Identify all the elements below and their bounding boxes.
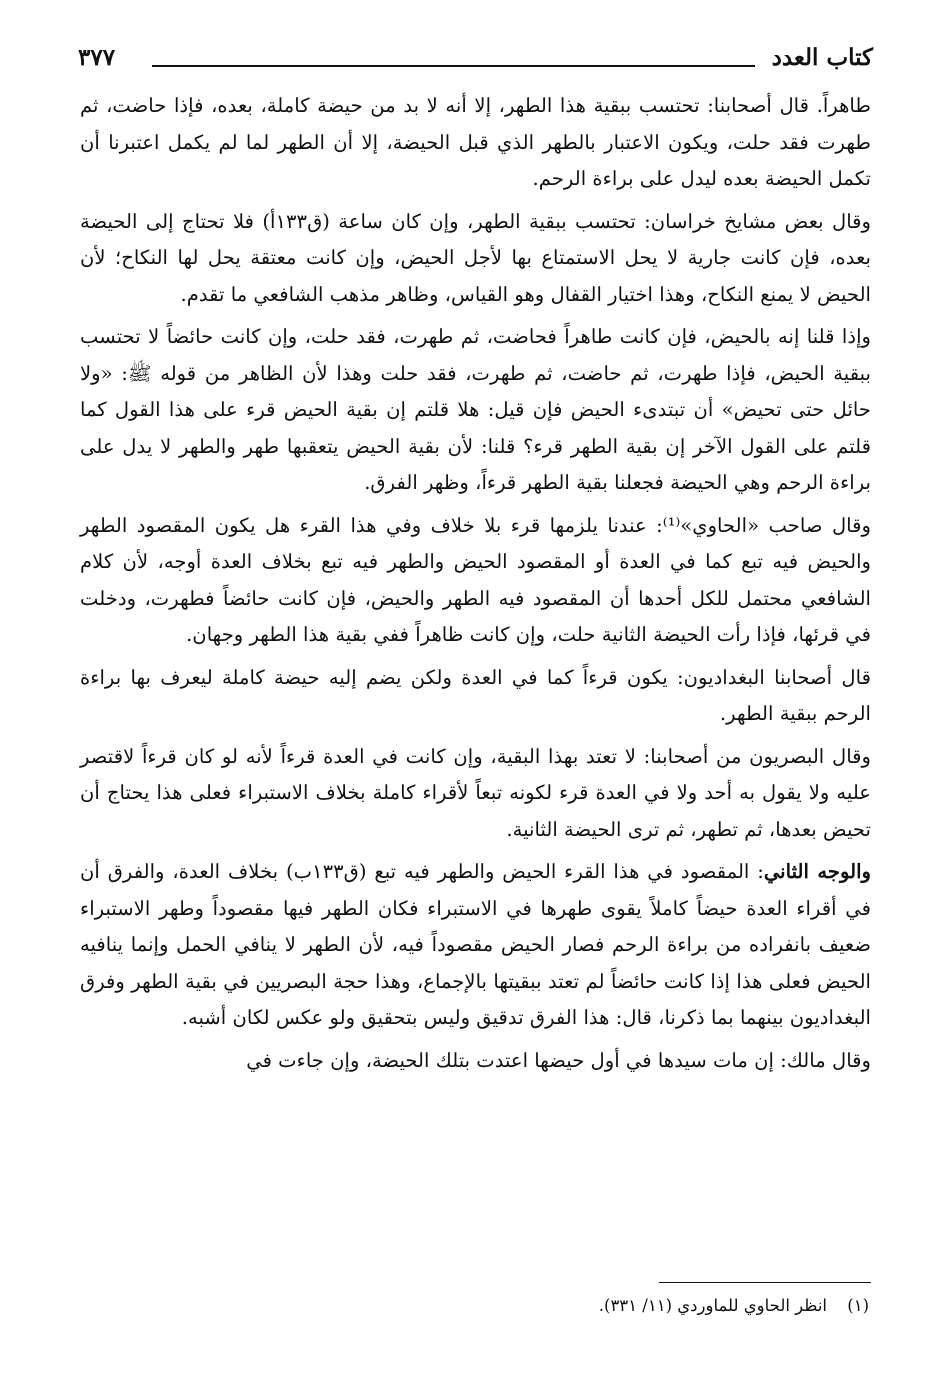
- paragraph-text: قال أصحابنا البغداديون: يكون قرءاً كما في العدة ولكن يضم إليه حيضة كاملة ليعرف بها براءة الرحم ببقية الطهر.: [80, 665, 871, 725]
- book-title: كتاب العدد: [771, 44, 873, 71]
- paragraph: [80, 660, 871, 733]
- paragraph: [80, 204, 871, 314]
- paragraph: [80, 739, 871, 849]
- paragraph-lead-bold: والوجه الثاني: [763, 860, 872, 883]
- paragraph-text: طاهراً. قال أصحابنا: تحتسب ببقية هذا الطهر، إلا أنه لا بد من حيضة كاملة، بعده، فإذا حاضت، ثم طهرت فقد حلت، ويكون الاعتبار بالطهر الذي قبل الحيضة، إلا أن الطهر لما لم يكمل اعتبرنا أن تكمل الحيضة بعده ليدل على براءة الرحم.: [80, 94, 871, 190]
- page-header: [78, 40, 873, 80]
- paragraph: [80, 854, 871, 1037]
- footnote-rule: [659, 1282, 871, 1283]
- footnote: [300, 1294, 869, 1318]
- header-rule: [152, 65, 755, 67]
- paragraph-text: وإذا قلنا إنه بالحيض، فإن كانت طاهراً فحاضت، ثم طهرت، فقد حلت، وإن كانت حائضاً لا تحتسب ببقية الحيض، فإذا طهرت، ثم حاضت، ثم طهرت، فقد حلت وهذا لأن الظاهر من قوله ﷺ: «ولا حائل حتى تحيض» أن تبتدىء الحيض فإن قيل: هلا قلتم إن بقية الحيض قرء على هذا القول كما قلتم على القول الآخر إن بقية الطهر قرء؟ قلنا: لأن بقية الحيض يتعقبها طهر والطهر لا يدل على براءة الرحم وهي الحيضة فجعلنا بقية الطهر قرءاً، وظهر الفرق.: [80, 325, 871, 494]
- body-text: [80, 88, 871, 1085]
- paragraph-text: وقال مالك: إن مات سيدها في أول حيضها اعتدت بتلك الحيضة، وإن جاءت في: [246, 1048, 871, 1072]
- paragraph: [80, 1043, 871, 1080]
- paragraph: [80, 508, 871, 654]
- paragraph-text: وقال البصريون من أصحابنا: لا تعتد بهذا البقية، وإن كانت في العدة قرءاً لأنه لو كان قرءاً لاقتصر عليه ولا يقول به أحد ولا في العدة قرء لكونه تبعاً لأقراء كاملة بخلاف الاستبراء فعلى هذا يحتاج أن تحيض بعدها، ثم تطهر، ثم ترى الحيضة الثانية.: [80, 744, 871, 841]
- paragraph-text: وقال بعض مشايخ خراسان: تحتسب ببقية الطهر، وإن كان ساعة (ق١٣٣أ) فلا تحتاج إلى الحيضة بعده، فإن كانت جارية لا يحل الاستمتاع بها لأجل الحيض، وإن كانت معتقة يحل لها النكاح؛ لأن الحيض لا يمنع النكاح، وهذا اختيار القفال وهو القياس، وظاهر مذهب الشافعي ما تقدم.: [80, 209, 872, 306]
- paragraph: [80, 88, 871, 198]
- footnote-marker: (١): [847, 1296, 869, 1315]
- paragraph-text: : المقصود في هذا القرء الحيض والطهر فيه تبع (ق١٣٣ب) بخلاف العدة، والفرق أن في أقراء العدة حيضاً كاملاً يقوى طهرها في الاستبراء فكان الطهر فيها مقصوداً وطهر الاستبراء ضعيف بانفراده من براءة الرحم فصار الحيض مقصوداً فيه، لأن الطهر لا ينافي الحمل وإنما ينافيه الحيض فعلى هذا إذا كانت حائضاً لم تعتد ببقيتها بالإجماع، وهذا حجة البصريين في بقية الطهر وفرق البغداديون بينهما بما ذكرنا، قال: هذا الفرق تدقيق وليس بتحقيق ولو عكس لكان أشبه.: [80, 860, 871, 1029]
- paragraph: [80, 319, 871, 502]
- page-number: ٣٧٧: [78, 44, 116, 71]
- paragraph-text: وقال صاحب «الحاوي»⁽¹⁾: عندنا يلزمها قرء بلا خلاف وفي هذا القرء هل يكون المقصود الطهر والحيض فيه تبع كما في العدة أو المقصود الحيض والطهر فيه تبع بخلاف العدة أوجه، لأن كلام الشافعي محتمل للكل أحدها أن المقصود فيه الطهر والحيض، فإن كانت حائضاً فطهرت، ودخلت في قرئها، فإذا رأت الحيضة الثانية حلت، وإن كانت ظاهراً ففي بقية هذا الطهر وجهان.: [80, 513, 871, 646]
- footnote-text: انظر الحاوي للماوردي (١١/ ٣٣١).: [598, 1296, 827, 1315]
